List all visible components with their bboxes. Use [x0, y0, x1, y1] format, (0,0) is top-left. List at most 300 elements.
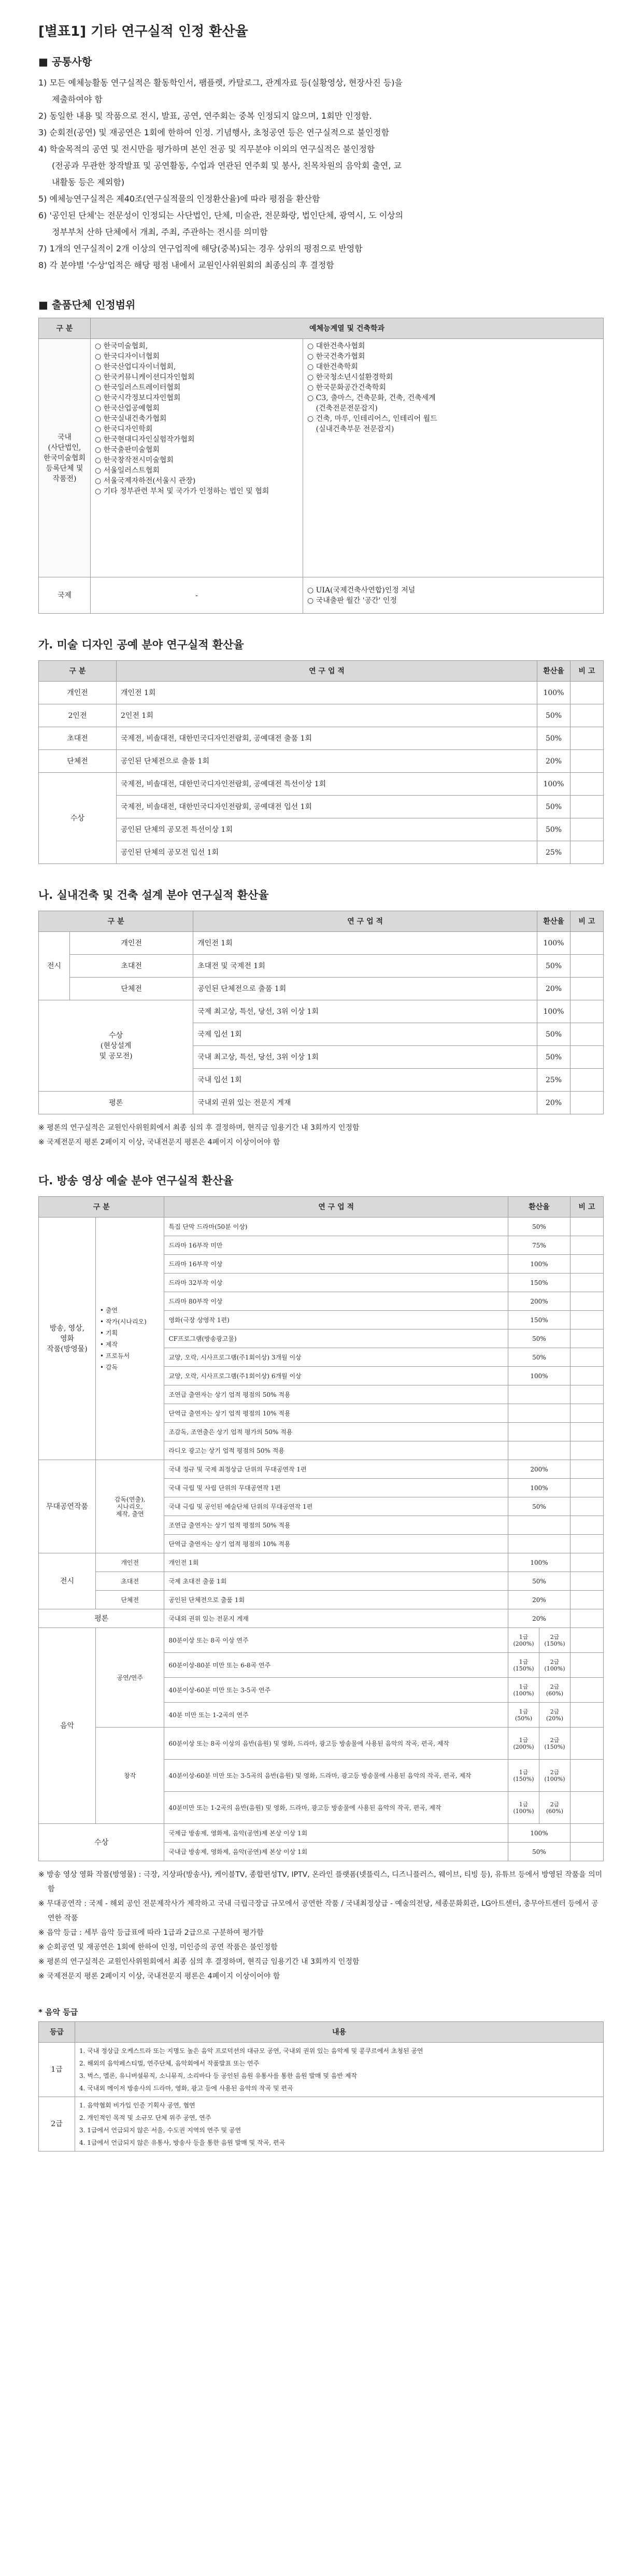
org-item: 한국산업공예협회 — [103, 404, 160, 413]
bullet-icon: ○ — [307, 596, 316, 605]
c-header-rate: 환산율 — [508, 1197, 570, 1218]
org-item: 서울국제자하전(서울시 관장) — [103, 477, 196, 485]
org-table — [38, 318, 604, 614]
c-note — [570, 1348, 604, 1367]
b-rate: 50% — [537, 1046, 570, 1069]
bullet-icon: ○ — [95, 394, 104, 402]
c-role: 출연 — [105, 1306, 118, 1314]
c-grade2: 2급 (20%) — [539, 1703, 570, 1728]
grade-table — [38, 2021, 604, 2152]
c-subcategory: 개인전 — [96, 1553, 164, 1572]
b-note — [570, 978, 604, 1000]
table-row — [39, 978, 604, 1000]
c-work: 단역급 출연자는 상기 업적 평점의 10% 적용 — [164, 1535, 508, 1553]
common-rule: 2) 동일한 내용 및 작품으로 전시, 발표, 공연, 연주회는 중복 인정되지 않으며, 1회만 인정함. — [38, 111, 372, 121]
c-work: 국내외 권위 있는 전문지 게재 — [164, 1609, 508, 1628]
c-prize-label: 수상 — [39, 1824, 164, 1861]
c-work: 라디오 광고는 상기 업적 평점의 50% 적용 — [164, 1441, 508, 1460]
table-row — [39, 1000, 604, 1023]
c-rate — [508, 1404, 570, 1423]
c-work: 60분이상 또는 8곡 이상의 음반(음원) 및 영화, 드라마, 광고등 방송물에 사용된 음악의 작곡, 편곡, 제작 — [164, 1728, 508, 1760]
bullet-icon: ○ — [307, 384, 316, 392]
b-note — [570, 1069, 604, 1092]
bullet-icon: ○ — [95, 466, 104, 475]
section-c — [38, 1172, 604, 1984]
c-rate: 150% — [508, 1273, 570, 1292]
bullet-icon: ○ — [95, 404, 104, 413]
c-rate: 200% — [508, 1292, 570, 1311]
bullet-icon: ○ — [95, 415, 104, 423]
grade-heading: * 음악 등급 — [38, 2007, 78, 2017]
section-c-title: 다. 방송 영상 예술 분야 연구실적 환산율 — [38, 1174, 234, 1187]
bullet-icon: ○ — [95, 373, 104, 381]
b-work: 국내외 권위 있는 전문지 게재 — [193, 1092, 537, 1114]
c-note — [570, 1516, 604, 1535]
c-work: 드라마 16부작 미만 — [164, 1236, 508, 1255]
b-work: 공인된 단체전으로 출품 1회 — [193, 978, 537, 1000]
common-rule: 6) '공인된 단체'는 전문성이 인정되는 사단법인, 단체, 미술관, 전문화랑, 법인단체, 광역시, 도 이상의 — [38, 210, 404, 220]
org-item: 한국창작전시미술협회 — [103, 456, 174, 464]
grade-item: 2. 해외의 음악페스티벌, 연주단체, 음악회에서 작품발표 또는 연주 — [79, 2060, 260, 2067]
table-row — [39, 2097, 604, 2152]
c-note — [570, 1255, 604, 1273]
c-grade1: 1급 (150%) — [508, 1653, 539, 1678]
bullet-icon: ○ — [95, 456, 104, 464]
c-role: 프로듀서 — [105, 1352, 130, 1360]
a-work: 국제전, 비솔대전, 대한민국디자인전람회, 공예대전 입선 1회 — [117, 796, 537, 818]
table-row — [39, 773, 604, 796]
c-role: 기획 — [105, 1329, 118, 1337]
org-item: 한국디자인학회 — [103, 425, 153, 433]
c-rate — [508, 1423, 570, 1441]
c-work: 조연급 출연자는 상기 업적 평점의 50% 적용 — [164, 1385, 508, 1404]
a-work: 개인전 1회 — [117, 682, 537, 704]
org-item: 한국현대디자인실험작가협회 — [103, 435, 195, 444]
a-category: 개인전 — [39, 682, 117, 704]
bullet-icon: • — [100, 1318, 106, 1325]
c-work: 개인전 1회 — [164, 1553, 508, 1572]
b-rate: 20% — [537, 1092, 570, 1114]
b-subcategory: 초대전 — [70, 955, 193, 978]
c-grade2: 2급 (100%) — [539, 1653, 570, 1678]
grade-item: 1. 국내 정상급 오케스트라 또는 지명도 높은 음악 프로덕션의 대규모 공연, 국내외 권위 있는 음악제 및 콩쿠르에서 초청된 공연 — [79, 2047, 423, 2055]
common-rule: 8) 각 분야별 '수상'업적은 해당 평점 내에서 교원인사위원회의 최종심의 후 결정함 — [38, 260, 334, 270]
c-note — [570, 1553, 604, 1572]
table-row — [39, 796, 604, 818]
section-a — [38, 636, 604, 864]
c-rate: 200% — [508, 1460, 570, 1479]
a-category: 2인전 — [39, 704, 117, 727]
c-work: 교양, 오락, 시사프로그램(주1회이상) 3개월 이상 — [164, 1348, 508, 1367]
section-b — [38, 887, 604, 1150]
table-row — [39, 1460, 604, 1479]
a-rate: 100% — [537, 682, 570, 704]
bullet-icon: ○ — [95, 342, 104, 350]
grade-section — [38, 2006, 604, 2152]
grade-item: 2. 개인적인 목적 및 소규모 단체 위주 공연, 연주 — [79, 2114, 211, 2121]
b-work: 국내 최고상, 특선, 당선, 3위 이상 1회 — [193, 1046, 537, 1069]
org-item: 한국건축가협회 — [316, 352, 365, 361]
c-note — [570, 1572, 604, 1591]
c-roles-cell — [96, 1218, 164, 1460]
b-subcategory: 개인전 — [70, 932, 193, 955]
section-a-title: 가. 미술 디자인 공예 분야 연구실적 환산율 — [38, 639, 244, 651]
c-work: 40분이상-60분 미만 또는 3-5곡 연주 — [164, 1678, 508, 1703]
c-work: 드라마 32부작 이상 — [164, 1273, 508, 1292]
org-item: 서울일러스트협회 — [103, 466, 160, 475]
table-row — [39, 682, 604, 704]
c-work: 교양, 오락, 시사프로그램(주1회이상) 6개월 이상 — [164, 1367, 508, 1385]
a-header-work: 연 구 업 적 — [117, 661, 537, 682]
c-note — [570, 1760, 604, 1792]
c-music-label: 음악 — [39, 1628, 96, 1824]
grade-item: 3. 벅스, 멜론, 유니버셜뮤직, 소니뮤직, 소리바다 등 공인된 음원 유통사를 통한 음원 발매 및 음반 제작 — [79, 2072, 358, 2079]
b-header-rate: 환산율 — [537, 911, 570, 932]
org-item: 한국시각정보디자인협회 — [103, 394, 181, 402]
c-note — [570, 1423, 604, 1441]
c-note — [570, 1497, 604, 1516]
bullet-icon: • — [100, 1306, 106, 1314]
grade-content — [75, 2097, 604, 2152]
section-a-table — [38, 660, 604, 864]
c-note — [570, 1628, 604, 1653]
a-rate: 50% — [537, 818, 570, 841]
c-work: 영화(극장 상영작 1편) — [164, 1311, 508, 1329]
c-role: 작가(시나리오) — [105, 1318, 147, 1325]
bullet-icon: ○ — [95, 363, 104, 371]
bullet-icon: ○ — [95, 384, 104, 392]
c-rate: 20% — [508, 1609, 570, 1628]
c-work: 국제급 방송제, 영화제, 음악(공연)제 본상 이상 1회 — [164, 1824, 508, 1843]
c-note — [570, 1311, 604, 1329]
c-rate: 50% — [508, 1218, 570, 1236]
b-rate: 20% — [537, 978, 570, 1000]
c-stage-label: 무대공연작품 — [39, 1460, 96, 1553]
common-rule: 4) 학술목적의 공연 및 전시만을 평가하며 본인 전공 및 직무분야 이외의 연구실적은 불인정함 — [38, 144, 375, 154]
org-item: 한국일러스트레이터협회 — [103, 384, 181, 392]
org-item: 한국출판미술협회 — [103, 446, 160, 454]
c-rate — [508, 1385, 570, 1404]
bullet-icon: • — [100, 1340, 106, 1348]
b-note — [570, 1000, 604, 1023]
table-row — [39, 727, 604, 750]
grade-header-level: 등급 — [39, 2022, 75, 2043]
common-rule: 3) 순회전(공연) 및 재공연은 1회에 한하여 인정. 기념행사, 초청공연 등은 연구실적으로 불인정함 — [38, 128, 390, 137]
c-note — [570, 1479, 604, 1497]
a-work: 공인된 단체의 공모전 특선이상 1회 — [117, 818, 537, 841]
b-subcategory: 단체전 — [70, 978, 193, 1000]
org-item: UIA(국제건축사연합)인정 저널 — [316, 586, 416, 595]
common-list — [38, 75, 604, 274]
c-work: 드라마 80부작 이상 — [164, 1292, 508, 1311]
c-note — [570, 1292, 604, 1311]
c-note — [570, 1591, 604, 1609]
org-item: (실내건축부문 전문잡지) — [316, 425, 394, 433]
c-grade2: 2급 (150%) — [539, 1628, 570, 1653]
c-rate: 150% — [508, 1311, 570, 1329]
note-text: ※ 국제전문지 평론 2페이지 이상, 국내전문지 평론은 4페이지 이상이어야 함 — [38, 1972, 280, 1980]
c-note — [570, 1678, 604, 1703]
c-grade1: 1급 (100%) — [508, 1792, 539, 1824]
c-note — [570, 1273, 604, 1292]
a-header-rate: 환산율 — [537, 661, 570, 682]
a-header-note: 비 고 — [570, 661, 604, 682]
grade-level: 1급 — [39, 2043, 75, 2097]
note-text: ※ 무대공연작 : 국제 - 해외 공인 전문제작사가 제작하고 국내 극립극장급 규모에서 공연한 작품 / 국내최정상급 - 예술의전당, 세종문화회관, LG아트센터, 충무아트센터 등에서 공연한 작품 — [38, 1900, 598, 1922]
c-work: CF프로그램(방송광고물) — [164, 1329, 508, 1348]
common-rule: 제출하여야 함 — [52, 94, 103, 104]
c-rate: 50% — [508, 1329, 570, 1348]
table-row — [39, 1628, 604, 1653]
c-header-note: 비 고 — [570, 1197, 604, 1218]
table-row — [39, 750, 604, 773]
c-work: 80분이상 또는 8곡 이상 연주 — [164, 1628, 508, 1653]
org-item: 한국산업디자이너협회, — [103, 363, 176, 371]
org-item: 한국미술협회, — [103, 342, 148, 350]
b-rate: 50% — [537, 1023, 570, 1046]
b-rate: 100% — [537, 932, 570, 955]
common-rule: 1) 모든 예체능활동 연구실적은 활동학인서, 팸플렛, 카탈로그, 관계자료 등(실황영상, 현장사진 등)을 — [38, 78, 403, 88]
c-grade2: 2급 (100%) — [539, 1760, 570, 1792]
c-rate: 100% — [508, 1479, 570, 1497]
c-work: 국내 정규 및 국제 최정상급 단위의 무대공연작 1편 — [164, 1460, 508, 1479]
b-rate: 100% — [537, 1000, 570, 1023]
bullet-icon: • — [100, 1352, 106, 1360]
table-row — [39, 1572, 604, 1591]
bullet-icon: ○ — [307, 586, 316, 595]
a-category: 초대전 — [39, 727, 117, 750]
c-work: 단역급 출연자는 상기 업적 평점의 10% 적용 — [164, 1404, 508, 1423]
bullet-icon: ○ — [95, 487, 104, 496]
c-note — [570, 1609, 604, 1628]
c-work: 40분 미만 또는 1-2곡의 연주 — [164, 1703, 508, 1728]
table-row — [39, 1218, 604, 1236]
org-item: 한국커뮤니케이션디자인협회 — [103, 373, 195, 381]
c-grade1: 1급 (50%) — [508, 1703, 539, 1728]
org-header-category: 구 분 — [39, 318, 91, 339]
c-note — [570, 1329, 604, 1348]
note-text: ※ 평론의 연구실적은 교원인사위원회에서 최종 심의 후 결정하며, 현직금 임용기간 내 3회까지 인정함 — [38, 1124, 360, 1132]
bullet-icon: ○ — [95, 425, 104, 433]
a-work: 국제전, 비솔대전, 대한민국디자인전람회, 공예대전 출품 1회 — [117, 727, 537, 750]
org-intl-list — [307, 585, 599, 606]
a-note — [570, 750, 604, 773]
table-row — [39, 1728, 604, 1760]
bullet-icon: ○ — [307, 352, 316, 361]
a-note — [570, 704, 604, 727]
c-work: 40분이상-60분 미만 또는 3-5곡의 음반(음원) 및 영화, 드라마, 광고등 방송물에 사용된 음악의 작곡, 편곡, 제작 — [164, 1760, 508, 1792]
c-rate: 20% — [508, 1591, 570, 1609]
b-rate: 50% — [537, 955, 570, 978]
common-heading: ■ 공통사항 — [38, 55, 92, 68]
b-review-label: 평론 — [39, 1092, 193, 1114]
c-rate: 50% — [508, 1843, 570, 1861]
org-intl-left: - — [91, 577, 303, 614]
c-subcategory: 초대전 — [96, 1572, 164, 1591]
table-row — [39, 932, 604, 955]
c-note — [570, 1441, 604, 1460]
bullet-icon: ○ — [95, 352, 104, 361]
b-work: 초대전 및 국제전 1회 — [193, 955, 537, 978]
org-item: 국내출판 월간 '공간' 인정 — [316, 596, 397, 605]
b-note — [570, 1046, 604, 1069]
b-header-category: 구 분 — [39, 911, 193, 932]
section-b-table — [38, 911, 604, 1114]
section-c-table — [38, 1196, 604, 1861]
grade-item: 1. 음악협회 비가입 인증 기획사 공연, 협연 — [79, 2102, 195, 2109]
org-item: 기타 정부관련 부처 및 국가가 인정하는 법인 및 협회 — [103, 487, 269, 496]
org-item: 건축, 마루, 인테리어스, 인테리어 월드 — [316, 415, 437, 423]
note-text: ※ 순회공연 및 재공연은 1회에 한하여 인정, 미인증의 공연 작품은 불인정함 — [38, 1943, 278, 1951]
a-category: 단체전 — [39, 750, 117, 773]
a-rate: 100% — [537, 773, 570, 796]
c-work: 드라마 16부작 이상 — [164, 1255, 508, 1273]
bullet-icon: ○ — [95, 435, 104, 444]
bullet-icon: ○ — [307, 415, 316, 423]
b-work: 국제 최고상, 특선, 당선, 3위 이상 1회 — [193, 1000, 537, 1023]
c-note — [570, 1385, 604, 1404]
bullet-icon: ○ — [95, 477, 104, 485]
note-text: ※ 음악 등급 : 세부 음악 등급표에 따라 1급과 2급으로 구분하여 평가함 — [38, 1929, 264, 1937]
b-note — [570, 1023, 604, 1046]
c-work: 조연급 출연자는 상기 업적 평점의 50% 적용 — [164, 1516, 508, 1535]
org-item: 한국문화공간건축학회 — [316, 384, 386, 392]
bullet-icon: ○ — [307, 363, 316, 371]
section-c-notes — [38, 1867, 604, 1984]
c-grade1: 1급 (150%) — [508, 1760, 539, 1792]
table-row — [39, 1591, 604, 1609]
c-rate: 100% — [508, 1367, 570, 1385]
a-rate: 20% — [537, 750, 570, 773]
c-header-category: 구 분 — [39, 1197, 164, 1218]
c-subcategory: 단체전 — [96, 1591, 164, 1609]
c-note — [570, 1728, 604, 1760]
a-work: 2인전 1회 — [117, 704, 537, 727]
c-note — [570, 1535, 604, 1553]
a-rate: 25% — [537, 841, 570, 864]
c-rate: 50% — [508, 1348, 570, 1367]
b-work: 국제 입선 1회 — [193, 1023, 537, 1046]
b-rate: 25% — [537, 1069, 570, 1092]
c-note — [570, 1653, 604, 1678]
a-work: 공인된 단체전으로 출품 1회 — [117, 750, 537, 773]
a-note — [570, 841, 604, 864]
table-row — [39, 704, 604, 727]
c-header-work: 연 구 업 적 — [164, 1197, 508, 1218]
a-note — [570, 727, 604, 750]
a-work: 국제전, 비솔대전, 대한민국디자인전람회, 공예대전 특선이상 1회 — [117, 773, 537, 796]
c-note — [570, 1236, 604, 1255]
bullet-icon: • — [100, 1329, 106, 1337]
c-rate: 75% — [508, 1236, 570, 1255]
table-row — [39, 1092, 604, 1114]
bullet-icon: • — [100, 1363, 106, 1371]
org-intl-label: 국제 — [39, 577, 91, 614]
c-grade2: 2급 (60%) — [539, 1678, 570, 1703]
grade-item: 4. 1급에서 언급되지 않은 유통사, 방송사 등을 통한 음원 발매 및 작곡, 편곡 — [79, 2139, 286, 2146]
b-header-work: 연 구 업 적 — [193, 911, 537, 932]
table-row — [39, 841, 604, 864]
c-review-label: 평론 — [39, 1609, 164, 1628]
c-role: 제작 — [105, 1340, 118, 1348]
org-item: 한국청소년시설환경학회 — [316, 373, 393, 381]
grade-header-content: 내용 — [75, 2022, 604, 2043]
c-note — [570, 1824, 604, 1843]
table-row — [39, 1553, 604, 1572]
common-section — [38, 53, 604, 274]
c-work: 60분이상-80분 미만 또는 6-8곡 연주 — [164, 1653, 508, 1678]
c-rate: 100% — [508, 1553, 570, 1572]
org-item: 대한건축사협회 — [316, 342, 365, 350]
c-grade2: 2급 (60%) — [539, 1792, 570, 1824]
c-note — [570, 1404, 604, 1423]
c-comp-label: 창작 — [96, 1728, 164, 1824]
table-row — [39, 955, 604, 978]
c-broadcast-label: 방송, 영상, 영화 작품(방영물) — [39, 1218, 96, 1460]
bullet-icon: ○ — [307, 342, 316, 350]
c-work: 국제 초대전 출품 1회 — [164, 1572, 508, 1591]
c-work: 국내 극립 및 공인된 예술단체 단위의 무대공연작 1편 — [164, 1497, 508, 1516]
org-header-field: 예체능계열 및 건축학과 — [91, 318, 604, 339]
c-grade1: 1급 (200%) — [508, 1728, 539, 1760]
org-item: 한국실내건축가협회 — [103, 415, 167, 423]
grade-level: 2급 — [39, 2097, 75, 2152]
section-b-title: 나. 실내건축 및 건축 설계 분야 연구실적 환산율 — [38, 889, 269, 901]
b-work: 개인전 1회 — [193, 932, 537, 955]
common-rule: 7) 1개의 연구실적이 2개 이상의 연구업적에 해당(중복)되는 경우 상위의 평점으로 반영함 — [38, 244, 363, 253]
org-item: (건축전문전문잡지) — [316, 404, 378, 413]
org-right-list — [307, 341, 599, 434]
c-grade1: 1급 (100%) — [508, 1678, 539, 1703]
b-note — [570, 1092, 604, 1114]
c-work: 공인된 단체전으로 출품 1회 — [164, 1591, 508, 1609]
table-row — [39, 2043, 604, 2097]
a-rate: 50% — [537, 704, 570, 727]
b-exhibit-label: 전시 — [39, 932, 70, 1000]
c-note — [570, 1367, 604, 1385]
a-header-category: 구 분 — [39, 661, 117, 682]
org-heading: ■ 출품단체 인정범위 — [38, 299, 136, 311]
b-header-note: 비 고 — [570, 911, 604, 932]
c-work: 국내급 방송제, 영화제, 음악(공연)제 본상 이상 1회 — [164, 1843, 508, 1861]
bullet-icon: ○ — [307, 373, 316, 381]
c-work: 특집 단막 드라마(50분 이상) — [164, 1218, 508, 1236]
c-note — [570, 1460, 604, 1479]
note-text: ※ 평론의 연구실적은 교원인사위원회에서 최종 심의 후 결정하며, 현직금 임용기간 내 3회까지 인정함 — [38, 1958, 360, 1966]
table-row — [39, 1824, 604, 1843]
b-note — [570, 932, 604, 955]
note-text: ※ 방송 영상 영화 작품(방영물) : 극장, 지상파(방송사), 케이블TV, 종합편성TV, IPTV, 온라인 플랫폼(넷플릭스, 디즈니플러스, 웨이브, 티빙 등), 유튜브 등에서 방영된 작품을 의미함 — [38, 1871, 603, 1893]
table-row — [39, 818, 604, 841]
note-text: ※ 국제전문지 평론 2페이지 이상, 국내전문지 평론은 4페이지 이상이어야 함 — [38, 1138, 280, 1147]
org-section — [38, 296, 604, 614]
org-left-list — [95, 341, 298, 497]
grade-item: 4. 국내외 메이저 방송사의 드라마, 영화, 광고 등에 사용된 음악의 작곡 및 편곡 — [79, 2085, 293, 2092]
a-note — [570, 682, 604, 704]
a-note — [570, 796, 604, 818]
bullet-icon: ○ — [95, 446, 104, 454]
a-note — [570, 818, 604, 841]
a-note — [570, 773, 604, 796]
b-note — [570, 955, 604, 978]
table-row — [39, 1609, 604, 1628]
a-category: 수상 — [39, 773, 117, 864]
org-domestic-label: 국내 (사단법인, 한국미술협회 등록단체 및 작품전) — [39, 339, 91, 577]
c-note — [570, 1843, 604, 1861]
b-work: 국내 입선 1회 — [193, 1069, 537, 1092]
c-rate: 50% — [508, 1572, 570, 1591]
c-note — [570, 1703, 604, 1728]
